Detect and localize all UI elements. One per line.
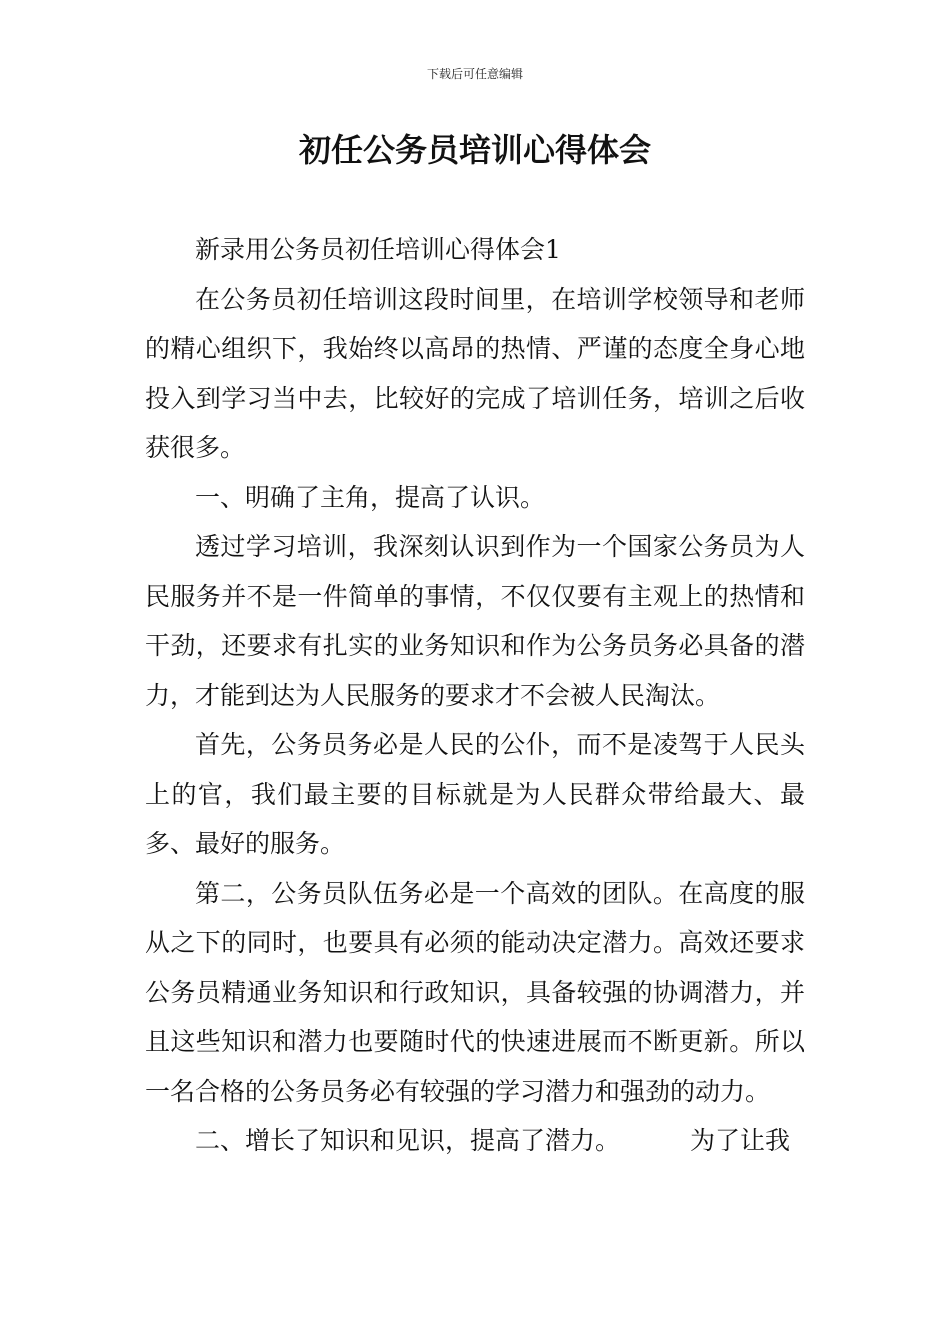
section-heading: 二、增长了知识和见识，提高了潜力。 xyxy=(195,1126,621,1155)
paragraph: 透过学习培训，我深刻认识到作为一个国家公务员为人民服务并不是一件简单的事情，不仅仅要有主观上的热情和干劲，还要求有扎实的业务知识和作为公务员务必具备的潜力，才能到达为人民服务的要求才不会被人民淘汰。 xyxy=(145,532,805,710)
header-note: 下载后可任意编辑 xyxy=(426,67,523,81)
document-body xyxy=(145,225,805,1166)
paragraph: 首先，公务员务必是人民的公仆，而不是凌驾于人民头上的官，我们最主要的目标就是为人民群众带给最大、最多、最好的服务。 xyxy=(145,730,805,858)
section-heading: 一、明确了主角，提高了认识。 xyxy=(195,482,546,512)
paragraph: 在公务员初任培训这段时间里，在培训学校领导和老师的精心组织下，我始终以高昂的热情、严谨的态度全身心地投入到学习当中去，比较好的完成了培训任务，培训之后收获很多。 xyxy=(145,284,805,462)
paragraph-continuation: 为了让我 xyxy=(690,1126,791,1155)
page-title: 初任公务员培训心得体会 xyxy=(298,131,651,169)
paragraph: 第二，公务员队伍务必是一个高效的团队。在高度的服从之下的同时，也要具有必须的能动决定潜力。高效还要求公务员精通业务知识和行政知识，具备较强的协调潜力，并且这些知识和潜力也要随时代的快速进展而不断更新。所以一名合格的公务员务必有较强的学习潜力和强劲的动力。 xyxy=(145,878,805,1106)
section-subtitle: 新录用公务员初任培训心得体会1 xyxy=(195,235,561,264)
last-line xyxy=(145,1116,805,1166)
